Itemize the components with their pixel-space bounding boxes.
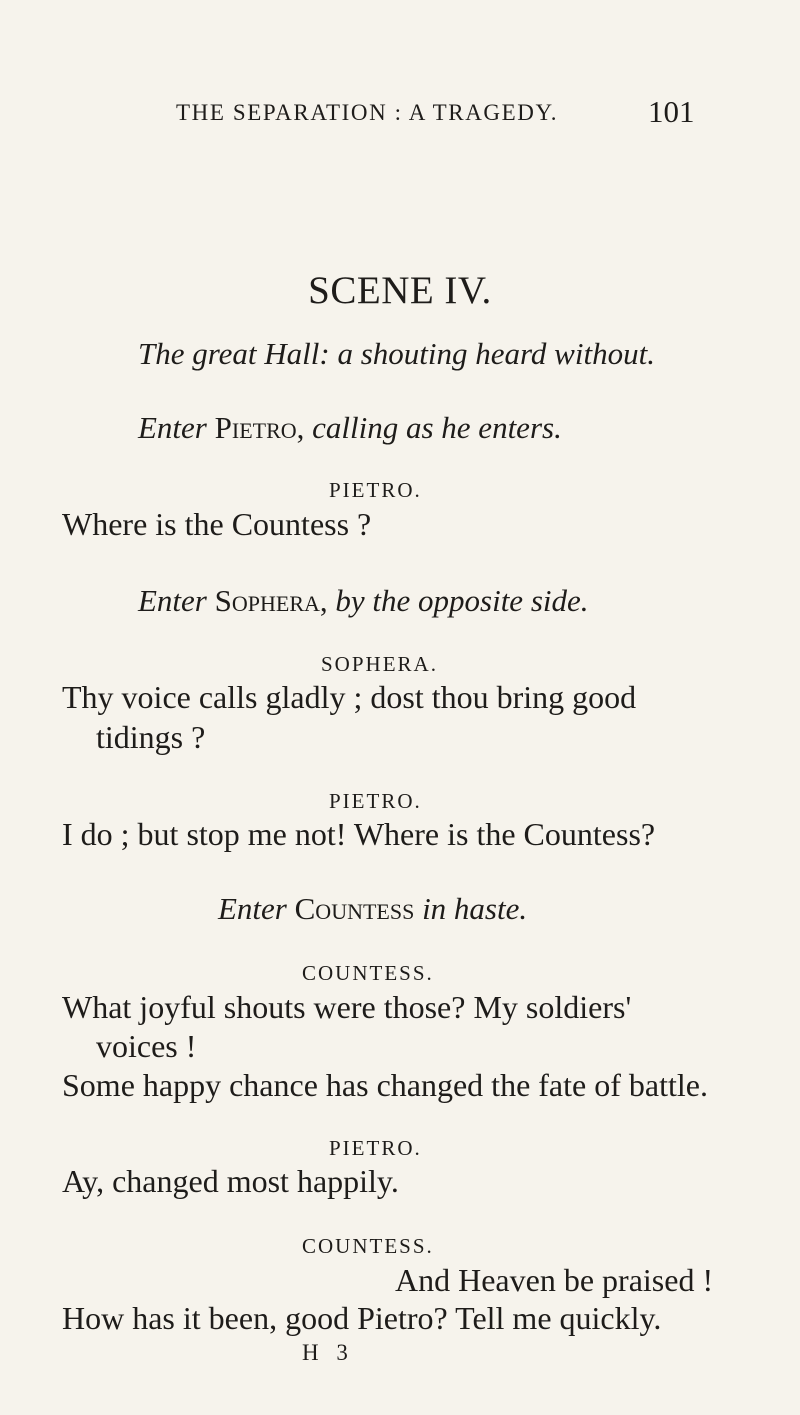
- stage-direction-verb: Enter: [138, 410, 207, 445]
- dialogue-line: Ay, changed most happily.: [62, 1163, 399, 1199]
- dialogue-line: What joyful shouts were those? My soldiers': [62, 989, 632, 1025]
- character-name: Countess: [294, 891, 415, 926]
- stage-direction-enter-pietro: [138, 410, 562, 446]
- stage-direction-enter-sophera: [138, 583, 589, 619]
- speaker-label: COUNTESS.: [302, 961, 434, 985]
- stage-direction-verb: Enter: [138, 583, 207, 618]
- character-name: Sophera,: [214, 583, 328, 618]
- stage-direction-text: by the opposite side.: [335, 583, 589, 618]
- dialogue-line: Where is the Countess ?: [62, 506, 372, 542]
- dialogue-line: How has it been, good Pietro? Tell me quickly.: [62, 1300, 662, 1336]
- dialogue-line: voices !: [96, 1028, 197, 1064]
- speaker-label: COUNTESS.: [302, 1234, 434, 1258]
- speaker-label: PIETRO.: [329, 478, 422, 502]
- speaker-label: PIETRO.: [329, 1136, 422, 1160]
- stage-direction-verb: Enter: [218, 891, 287, 926]
- stage-direction-text: in haste.: [422, 891, 528, 926]
- scene-title: SCENE IV.: [308, 269, 492, 312]
- stage-direction-text: calling as he enters.: [312, 410, 562, 445]
- dialogue-line: tidings ?: [96, 719, 206, 755]
- dialogue-line: And Heaven be praised !: [395, 1262, 714, 1298]
- page-number: 101: [648, 94, 695, 129]
- speaker-label: SOPHERA.: [321, 652, 438, 676]
- running-head: THE SEPARATION : A TRAGEDY.: [176, 100, 559, 125]
- dialogue-line: Some happy chance has changed the fate of battle.: [62, 1067, 708, 1103]
- character-name: Pietro,: [214, 410, 305, 445]
- stage-direction-enter-countess: [218, 891, 527, 927]
- speaker-label: PIETRO.: [329, 789, 422, 813]
- stage-direction-setting: The great Hall: a shouting heard without.: [138, 336, 655, 371]
- dialogue-line: Thy voice calls gladly ; dost thou bring good: [62, 679, 637, 715]
- dialogue-line: I do ; but stop me not! Where is the Countess?: [62, 816, 656, 852]
- signature-mark: H 3: [302, 1340, 354, 1365]
